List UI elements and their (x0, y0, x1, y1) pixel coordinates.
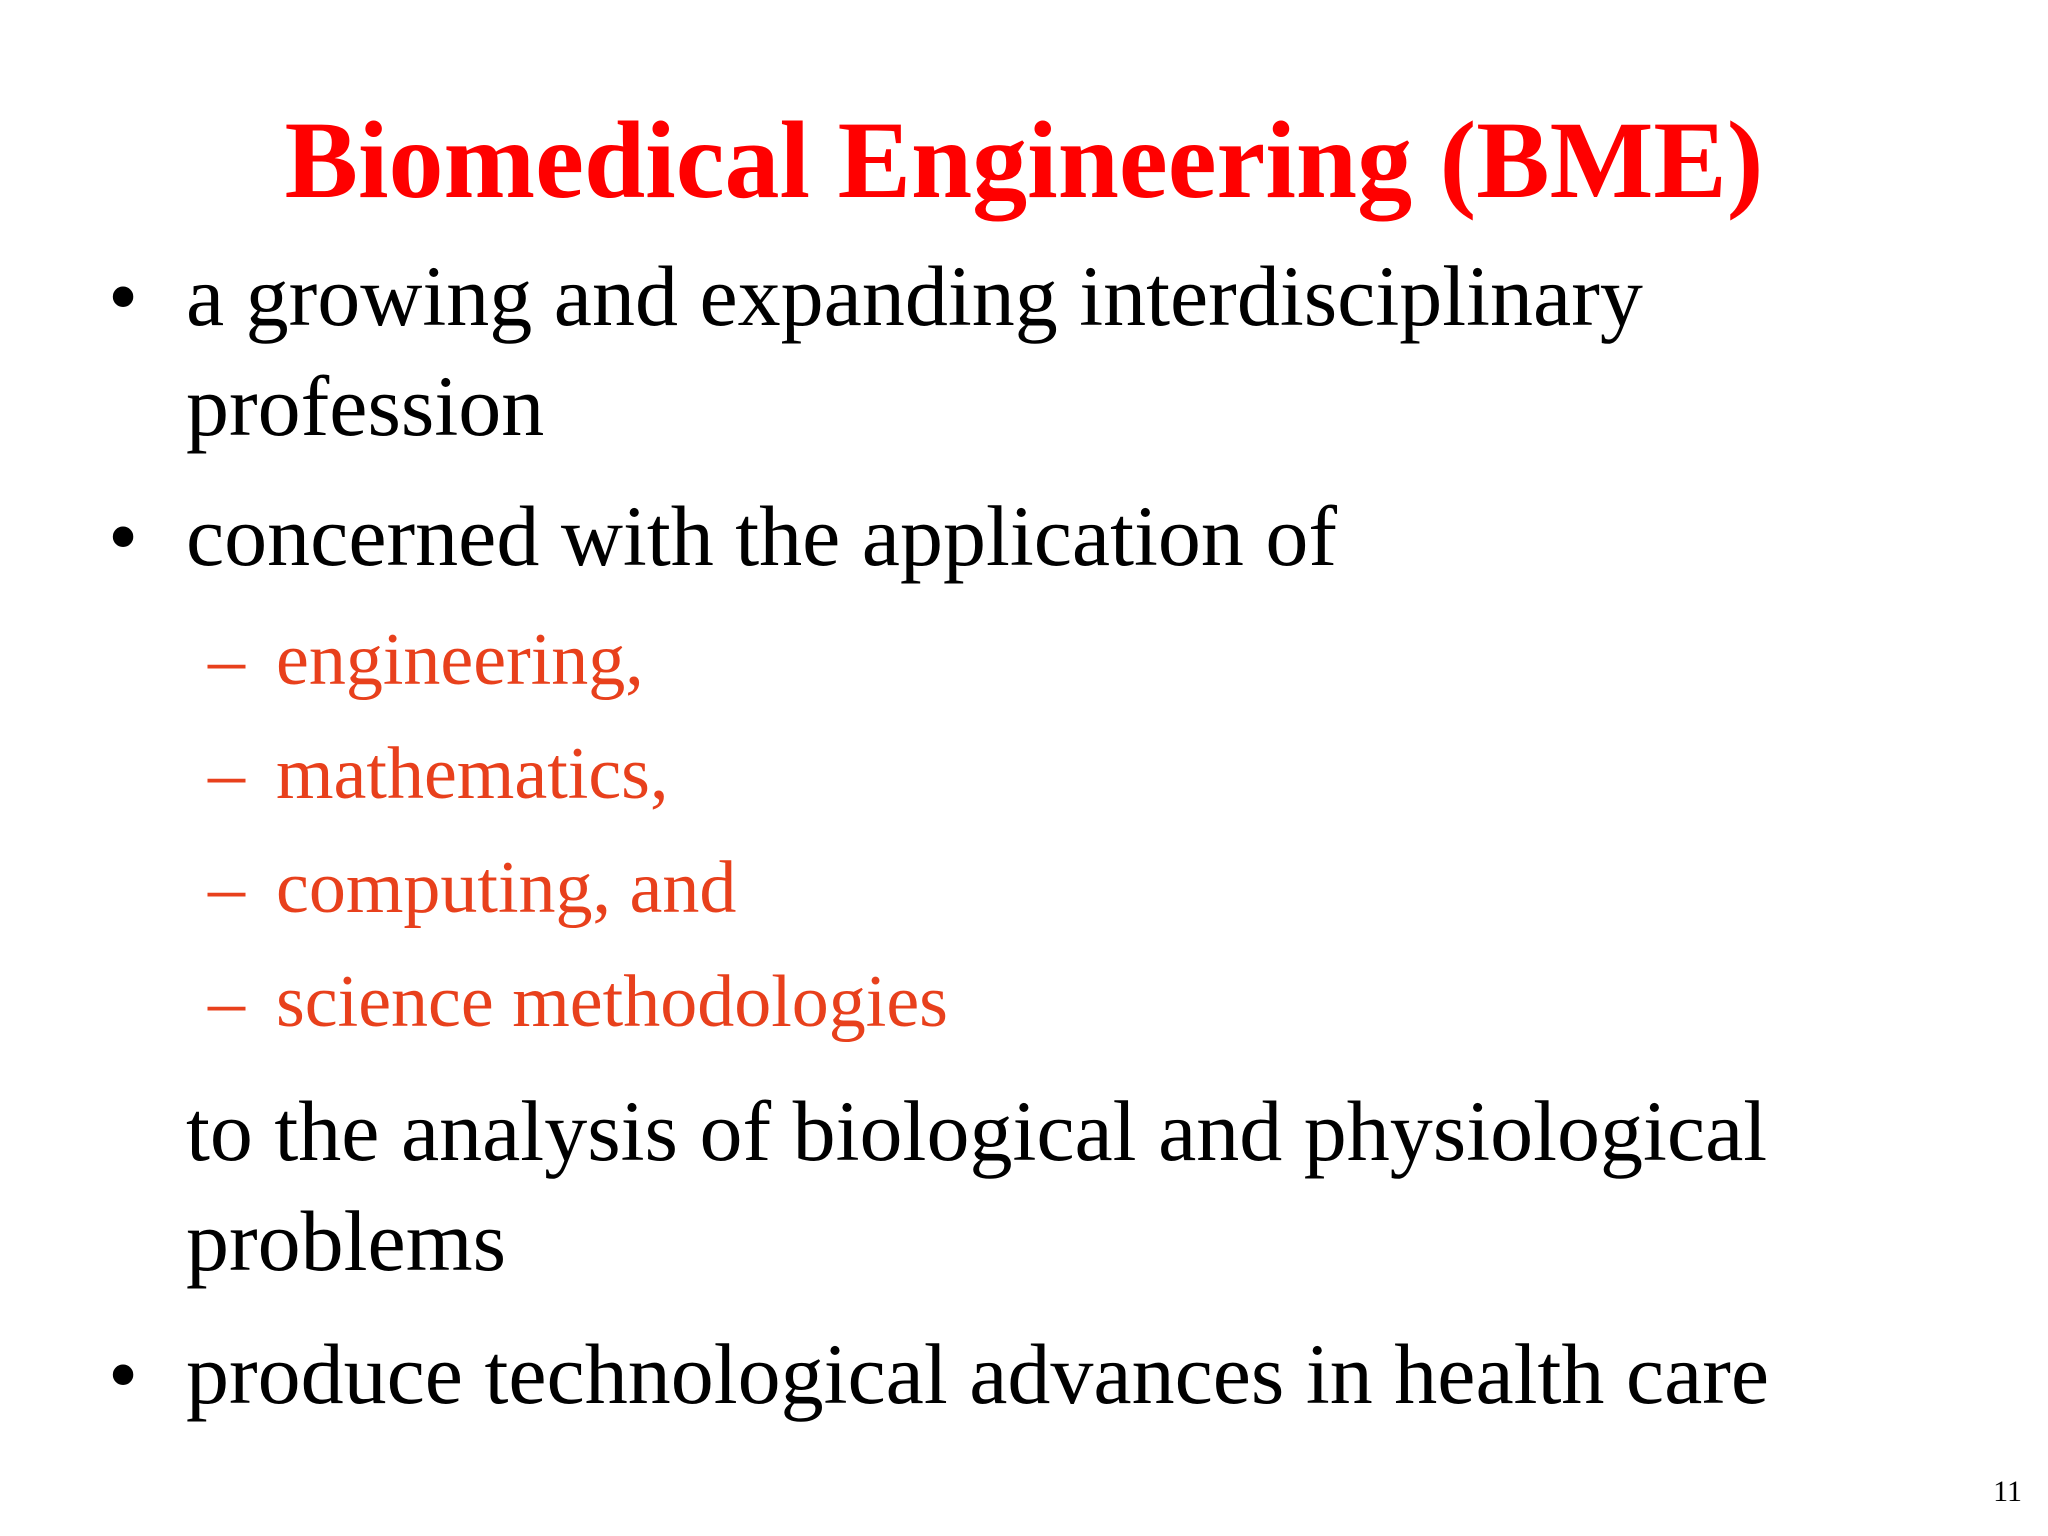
bullet-marker: • (108, 248, 139, 344)
bullet-2-line-1: concerned with the application of (186, 488, 1338, 584)
sub-item-dash: – (208, 961, 245, 1043)
sub-item-dash: – (208, 733, 245, 815)
page-number: 11 (1993, 1475, 2022, 1508)
bullet-1-line-2: profession (186, 358, 545, 454)
sub-item-computing: computing, and (276, 847, 737, 929)
continuation-line-1: to the analysis of biological and physiological (186, 1083, 1768, 1179)
bullet-1-line-1: a growing and expanding interdisciplinary (186, 248, 1643, 344)
bullet-3-line-1: produce technological advances in health care (186, 1326, 1770, 1422)
sub-item-mathematics: mathematics, (276, 733, 669, 815)
slide-title: Biomedical Engineering (BME) (284, 99, 1764, 221)
sub-item-engineering: engineering, (276, 619, 644, 701)
sub-item-science: science methodologies (276, 961, 948, 1043)
sub-item-dash: – (208, 847, 245, 929)
bullet-marker: • (108, 1326, 139, 1422)
sub-item-dash: – (208, 619, 245, 701)
bullet-marker: • (108, 488, 139, 584)
continuation-line-2: problems (186, 1193, 507, 1289)
